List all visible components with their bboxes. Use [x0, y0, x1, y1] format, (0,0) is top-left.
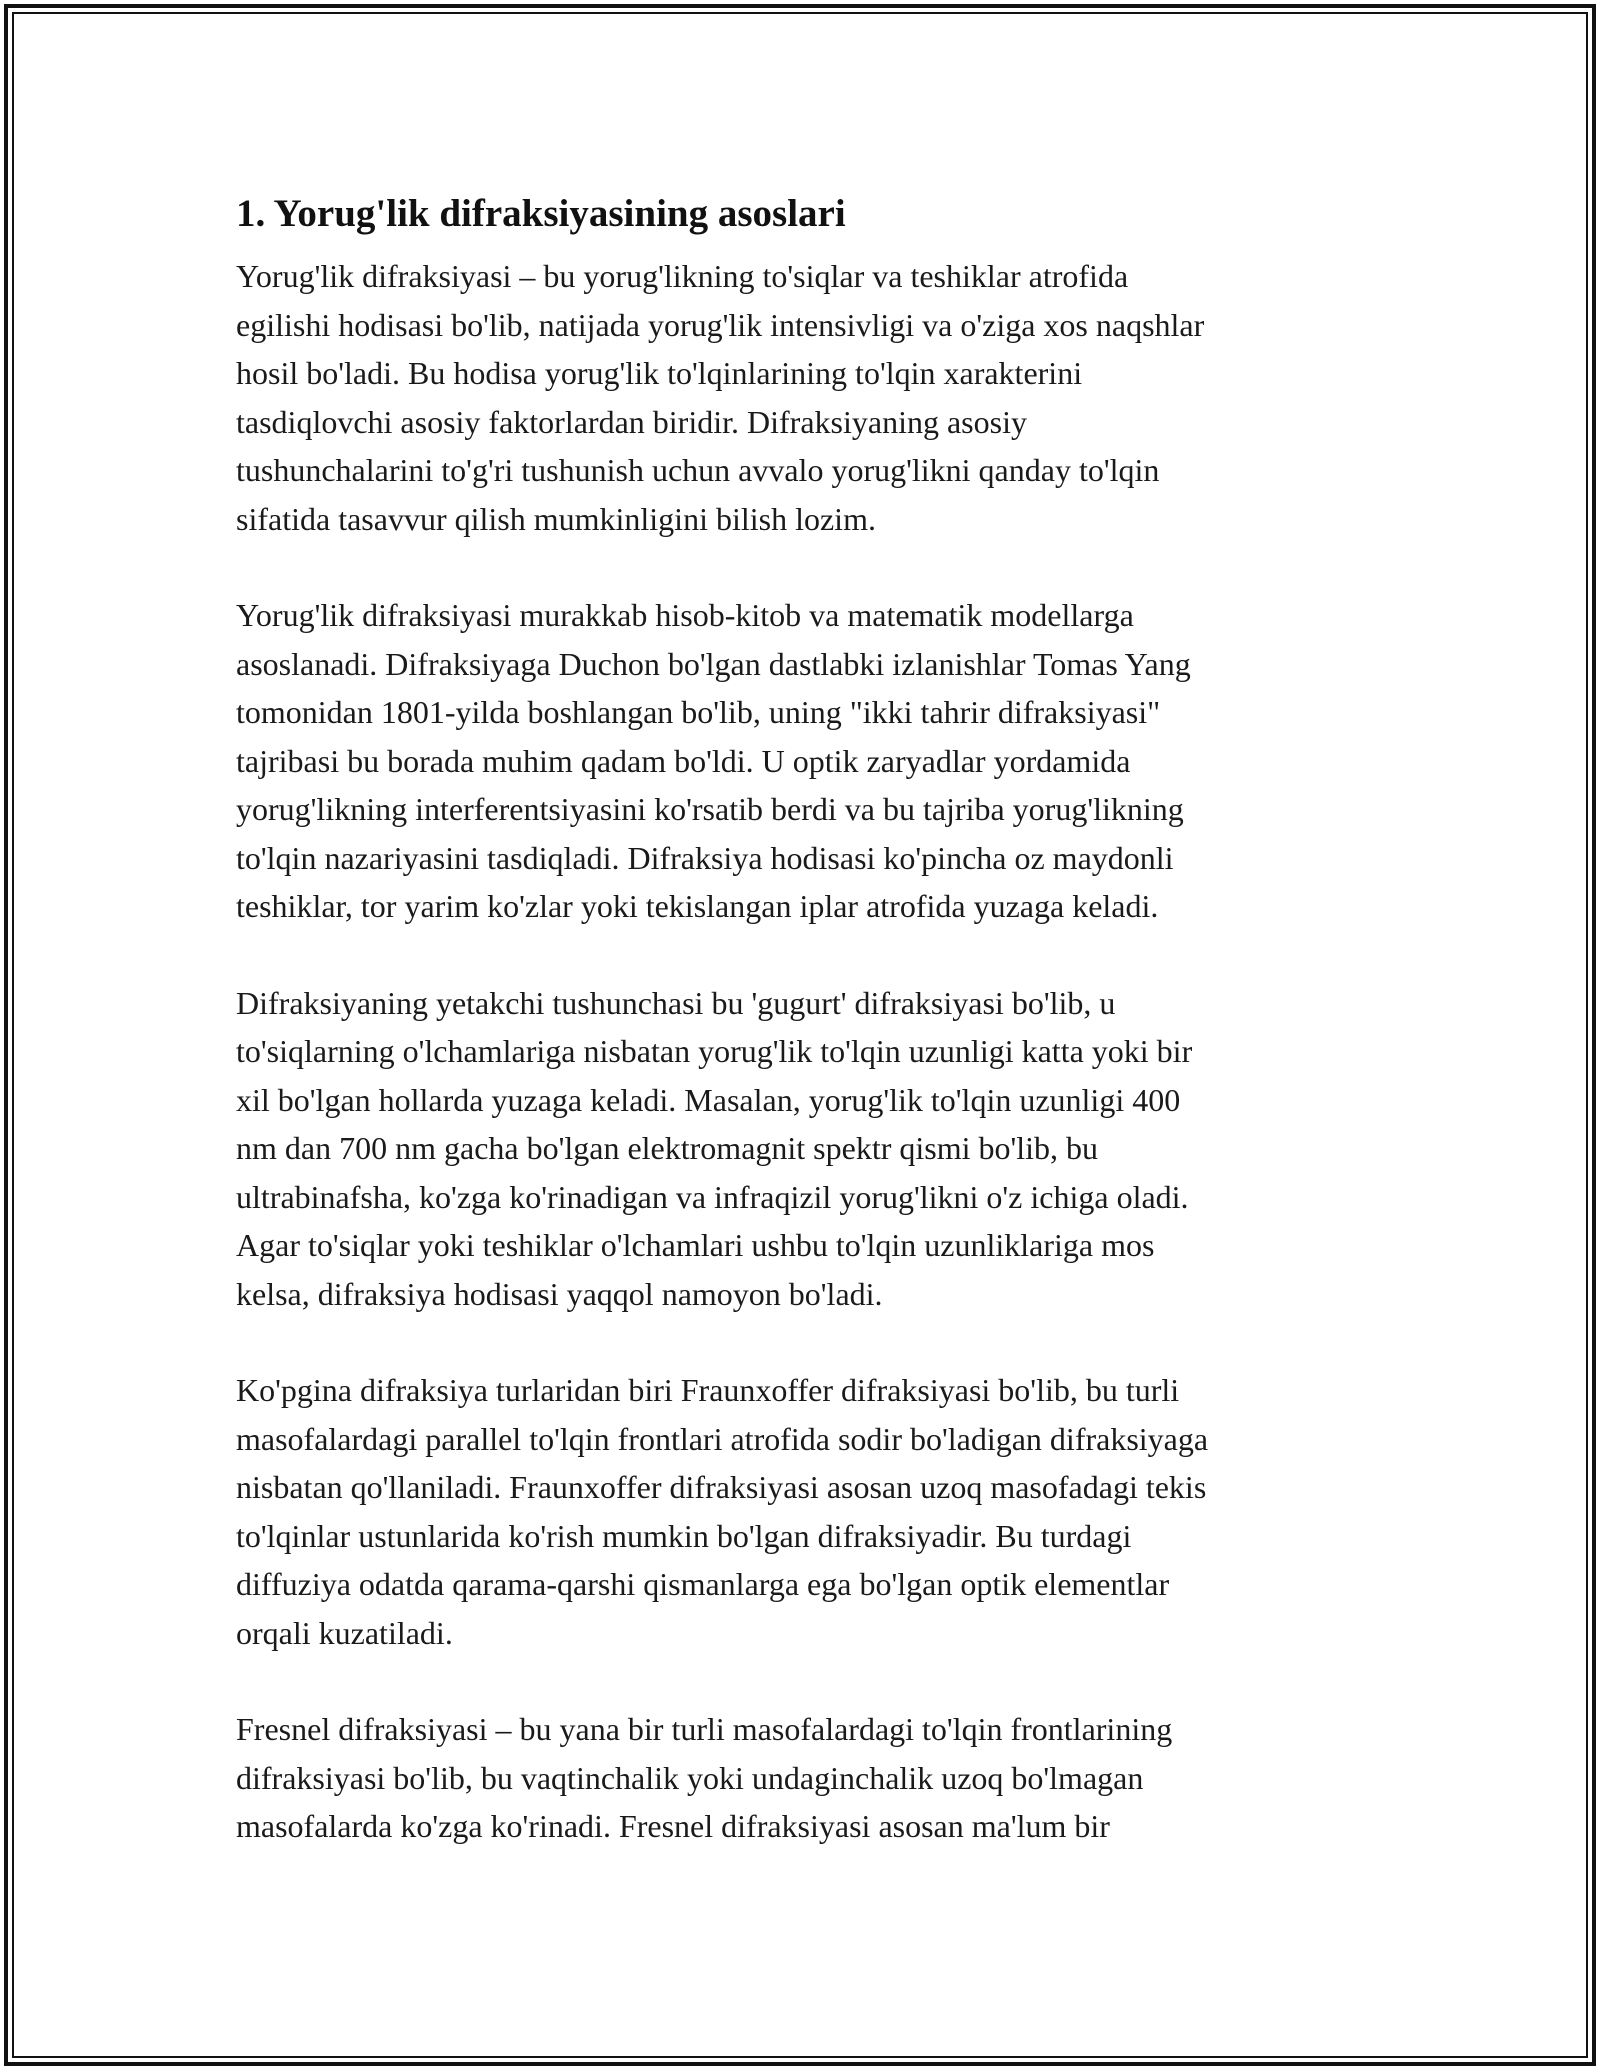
- text-line: tomonidan 1801-yilda boshlangan bo'lib, uning "ikki tahrir difraksiyasi": [236, 694, 1161, 730]
- text-line: nm dan 700 nm gacha bo'lgan elektromagnit spektr qismi bo'lib, bu: [236, 1130, 1099, 1166]
- text-line: tasdiqlovchi asosiy faktorlardan biridir. Difraksiyaning asosiy: [236, 403, 1027, 440]
- section-heading: 1. Yorug'lik difraksiyasining asoslari: [236, 192, 846, 235]
- text-line: asoslanadi. Difraksiyaga Duchon bo'lgan dastlabki izlanishlar Tomas Yang: [236, 645, 1191, 682]
- text-line: Ko'pgina difraksiya turlaridan biri Fraunxoffer difraksiyasi bo'lib, bu turli: [236, 1372, 1180, 1408]
- text-line: to'siqlarning o'lchamlariga nisbatan yorug'lik to'lqin uzunligi katta yoki bir: [236, 1033, 1193, 1069]
- text-line: masofalarda ko'zga ko'rinadi. Fresnel difraksiyasi asosan ma'lum bir: [236, 1808, 1110, 1844]
- text-line: diffuziya odatda qarama-qarshi qismanlarga ega bo'lgan optik elementlar: [236, 1566, 1170, 1602]
- text-line: to'lqinlar ustunlarida ko'rish mumkin bo'lgan difraksiyadir. Bu turdagi: [236, 1517, 1132, 1554]
- text-line: masofalardagi parallel to'lqin frontlari atrofida sodir bo'ladigan difraksiyaga: [236, 1420, 1209, 1457]
- document-body: [236, 186, 1356, 1899]
- text-line: nisbatan qo'llaniladi. Fraunxoffer difraksiyasi asosan uzoq masofadagi tekis: [236, 1469, 1207, 1505]
- text-line: xil bo'lgan hollarda yuzaga keladi. Masalan, yorug'lik to'lqin uzunligi 400: [236, 1081, 1181, 1118]
- text-line: teshiklar, tor yarim ko'zlar yoki tekislangan iplar atrofida yuzaga keladi.: [236, 888, 1159, 924]
- text-line: Yorug'lik difraksiyasi murakkab hisob-kitob va matematik modellarga: [236, 597, 1134, 633]
- text-line: yorug'likning interferentsiyasini ko'rsatib berdi va bu tajriba yorug'likning: [236, 791, 1184, 827]
- paragraph-3: [236, 979, 1356, 1319]
- text-line: hosil bo'ladi. Bu hodisa yorug'lik to'lqinlarining to'lqin xarakterini: [236, 355, 1083, 391]
- text-line: tajribasi bu borada muhim qadam bo'ldi. U optik zaryadlar yordamida: [236, 742, 1131, 779]
- paragraph-4: [236, 1366, 1356, 1657]
- text-line: Fresnel difraksiyasi – bu yana bir turli masofalardagi to'lqin frontlarining: [236, 1711, 1173, 1747]
- text-line: Yorug'lik difraksiyasi – bu yorug'likning to'siqlar va teshiklar atrofida: [236, 258, 1129, 294]
- text-line: Agar to'siqlar yoki teshiklar o'lchamlari ushbu to'lqin uzunliklariga mos: [236, 1227, 1155, 1263]
- text-line: difraksiyasi bo'lib, bu vaqtinchalik yoki undaginchalik uzoq bo'lmagan: [236, 1759, 1144, 1796]
- text-line: kelsa, difraksiya hodisasi yaqqol namoyon bo'ladi.: [236, 1275, 883, 1312]
- text-line: Difraksiyaning yetakchi tushunchasi bu 'gugurt' difraksiyasi bo'lib, u: [236, 984, 1116, 1021]
- paragraph-2: [236, 591, 1356, 931]
- text-line: orqali kuzatiladi.: [236, 1614, 453, 1651]
- text-line: egilishi hodisasi bo'lib, natijada yorug'lik intensivligi va o'ziga xos naqshlar: [236, 306, 1205, 343]
- text-line: to'lqin nazariyasini tasdiqladi. Difraksiya hodisasi ko'pincha oz maydonli: [236, 839, 1174, 876]
- text-line: sifatida tasavvur qilish mumkinligini bilish lozim.: [236, 500, 876, 537]
- text-line: tushunchalarini to'g'ri tushunish uchun avvalo yorug'likni qanday to'lqin: [236, 452, 1160, 488]
- paragraph-1: [236, 252, 1356, 543]
- text-line: ultrabinafsha, ko'zga ko'rinadigan va infraqizil yorug'likni o'z ichiga oladi.: [236, 1178, 1189, 1215]
- paragraph-5: [236, 1705, 1356, 1851]
